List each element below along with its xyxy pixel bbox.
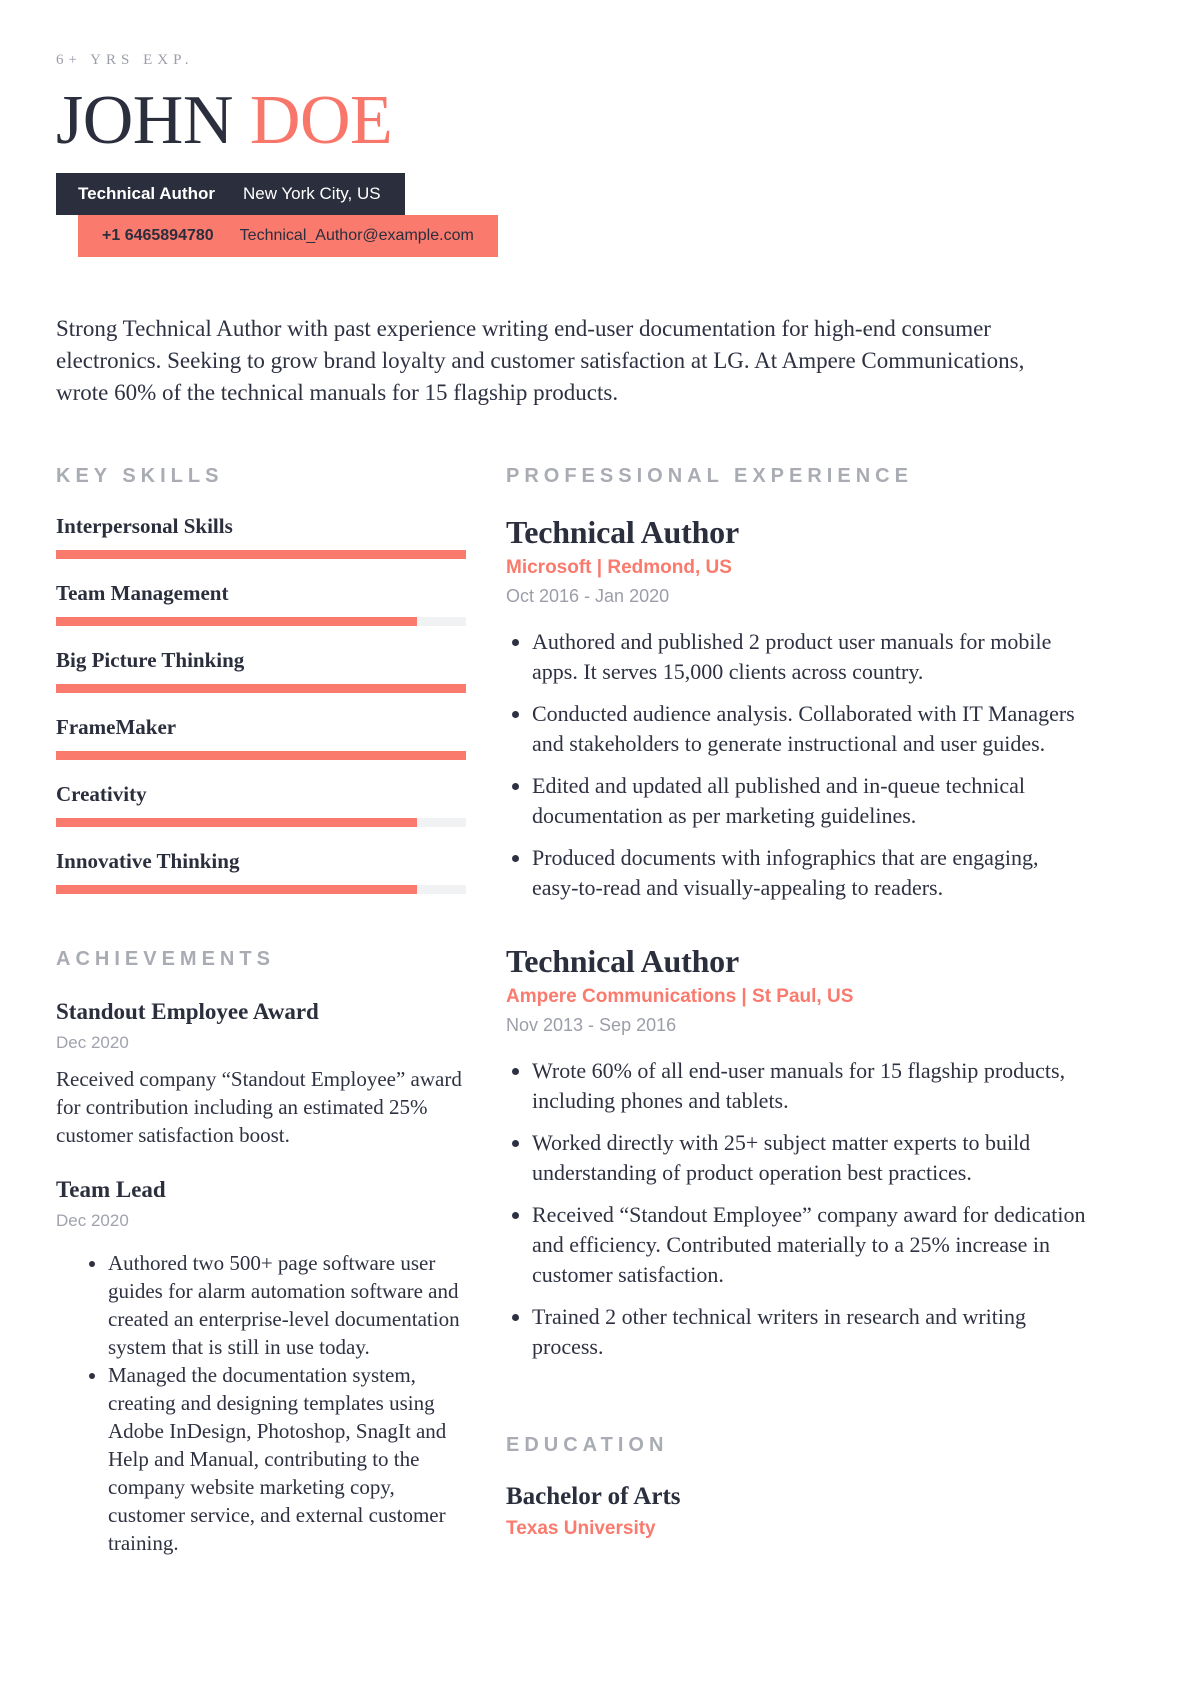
resume-header bbox=[56, 52, 1135, 257]
achievement-bullet: • Authored two 500+ page software user guides for alarm automation software and created an enterprise-level documentation system that is still in use today. bbox=[108, 1249, 466, 1361]
job-title: Technical Author bbox=[506, 943, 739, 979]
education-item bbox=[506, 1483, 1086, 1540]
experience-item bbox=[506, 943, 1086, 1362]
job-bullet: • Conducted audience analysis. Collaborated with IT Managers and stakeholders to generate instructional and user guides. bbox=[532, 699, 1086, 759]
skill-item bbox=[56, 648, 466, 693]
key-skills-heading: KEY SKILLS bbox=[56, 465, 224, 487]
achievements-list bbox=[56, 999, 466, 1557]
key-skills-list bbox=[56, 514, 466, 894]
achievement-description: Received company “Standout Employee” award for contribution including an estimated 25% customer satisfaction boost. bbox=[56, 1067, 462, 1147]
job-bullet: • Worked directly with 25+ subject matter experts to build understanding of product operation best practices. bbox=[532, 1128, 1086, 1188]
skill-item bbox=[56, 715, 466, 760]
achievement-item bbox=[56, 999, 466, 1149]
skill-item bbox=[56, 782, 466, 827]
skill-item bbox=[56, 514, 466, 559]
job-bullet: • Received “Standout Employee” company award for dedication and efficiency. Contributed materially to a 25% increase in customer satisfaction. bbox=[532, 1200, 1086, 1290]
skill-level-fill bbox=[56, 684, 466, 693]
left-column bbox=[56, 465, 466, 1557]
job-dates: Oct 2016 - Jan 2020 bbox=[506, 586, 670, 606]
achievement-bullets bbox=[56, 1249, 466, 1557]
skill-level-track bbox=[56, 617, 466, 626]
skill-item bbox=[56, 849, 466, 894]
skill-level-fill bbox=[56, 617, 417, 626]
experience-item bbox=[506, 514, 1086, 903]
contact-bar bbox=[78, 215, 498, 257]
education-list bbox=[506, 1483, 1086, 1540]
achievement-date: Dec 2020 bbox=[56, 1033, 129, 1052]
achievements-heading: ACHIEVEMENTS bbox=[56, 948, 275, 970]
email-address[interactable]: Technical_Author@example.com bbox=[239, 227, 474, 244]
job-company: Ampere Communications | St Paul, US bbox=[506, 986, 854, 1007]
professional-summary: Strong Technical Author with past experience writing end-user documentation for high-end consumer electronics. Seeking to grow brand loyalty and customer satisfaction at LG. At Ampere Communications, wrote 60% of the technical manuals for 15 flagship products. bbox=[56, 316, 1025, 405]
skill-item bbox=[56, 581, 466, 626]
skill-name: Innovative Thinking bbox=[56, 849, 240, 873]
last-name: DOE bbox=[249, 82, 393, 159]
job-bullet: • Authored and published 2 product user manuals for mobile apps. It serves 15,000 clients across country. bbox=[532, 627, 1086, 687]
skill-level-track bbox=[56, 885, 466, 894]
phone-number[interactable]: +1 6465894780 bbox=[102, 227, 214, 244]
header-bars-row bbox=[56, 173, 1135, 215]
skill-name: Interpersonal Skills bbox=[56, 514, 233, 538]
education-section bbox=[506, 1434, 1086, 1540]
skill-level-track bbox=[56, 818, 466, 827]
job-bullet: • Wrote 60% of all end-user manuals for 15 flagship products, including phones and tablets. bbox=[532, 1056, 1086, 1116]
job-title: Technical Author bbox=[506, 514, 739, 550]
achievement-date: Dec 2020 bbox=[56, 1211, 129, 1230]
skill-level-track bbox=[56, 684, 466, 693]
education-school: Texas University bbox=[506, 1518, 656, 1539]
achievement-bullet: • Managed the documentation system, creating and designing templates using Adobe InDesign, Photoshop, SnagIt and Help and Manual, contributing to the company website marketing copy, customer service, and external customer training. bbox=[108, 1361, 466, 1557]
job-dates: Nov 2013 - Sep 2016 bbox=[506, 1015, 677, 1035]
first-name: JOHN bbox=[56, 82, 233, 159]
skill-name: Team Management bbox=[56, 581, 229, 605]
skill-level-fill bbox=[56, 885, 417, 894]
experience-list bbox=[506, 514, 1086, 1362]
skill-name: Big Picture Thinking bbox=[56, 648, 245, 672]
education-heading: EDUCATION bbox=[506, 1434, 669, 1456]
skill-level-fill bbox=[56, 550, 466, 559]
achievement-item bbox=[56, 1177, 466, 1557]
role-location-bar bbox=[56, 173, 405, 215]
candidate-name bbox=[56, 83, 1135, 159]
job-bullet: • Trained 2 other technical writers in research and writing process. bbox=[532, 1302, 1086, 1362]
job-bullets bbox=[506, 1056, 1086, 1362]
achievement-title: Team Lead bbox=[56, 1177, 166, 1202]
role-label: Technical Author bbox=[78, 184, 215, 203]
right-column bbox=[506, 465, 1086, 1557]
skill-name: FrameMaker bbox=[56, 715, 177, 739]
skill-level-track bbox=[56, 751, 466, 760]
job-bullet: • Edited and updated all published and in-queue technical documentation as per marketing guidelines. bbox=[532, 771, 1086, 831]
location-label: New York City, US bbox=[242, 184, 381, 203]
job-bullet: • Produced documents with infographics that are engaging, easy-to-read and visually-appealing to readers. bbox=[532, 843, 1086, 903]
job-company: Microsoft | Redmond, US bbox=[506, 557, 732, 578]
skill-name: Creativity bbox=[56, 782, 147, 806]
experience-heading: PROFESSIONAL EXPERIENCE bbox=[506, 465, 913, 487]
skill-level-fill bbox=[56, 751, 466, 760]
skill-level-track bbox=[56, 550, 466, 559]
education-degree: Bachelor of Arts bbox=[506, 1483, 681, 1510]
job-bullets bbox=[506, 627, 1086, 903]
achievement-title: Standout Employee Award bbox=[56, 999, 319, 1024]
skill-level-fill bbox=[56, 818, 417, 827]
body-columns bbox=[56, 465, 1135, 1557]
experience-kicker: 6+ YRS EXP. bbox=[56, 52, 194, 68]
